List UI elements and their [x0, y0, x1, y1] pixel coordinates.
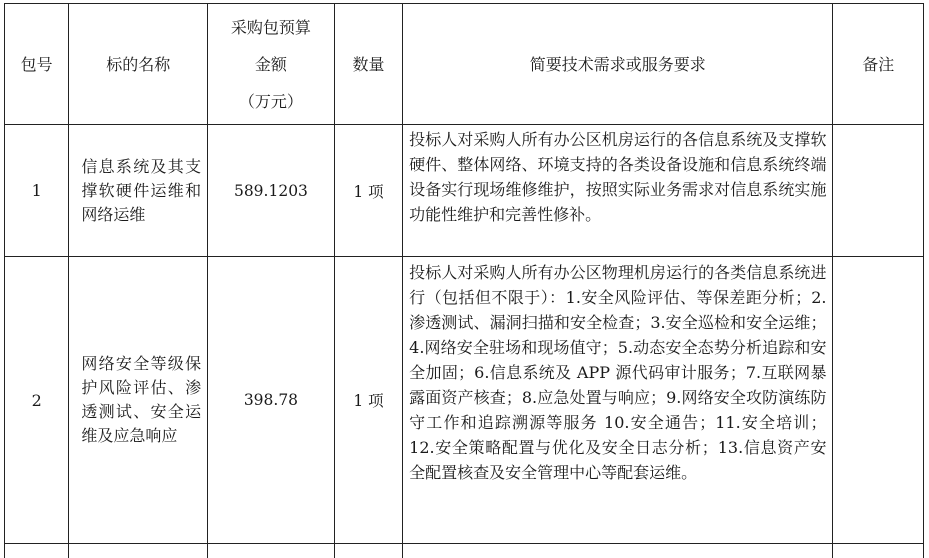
- package-no-cell: 1: [5, 125, 69, 257]
- header-requirements: 简要技术需求或服务要求: [403, 4, 833, 125]
- budget-cell: 589.1203: [208, 125, 335, 257]
- quantity-cell: 1 项: [334, 125, 402, 257]
- table-row: [5, 125, 924, 257]
- quantity-cell: 1 项: [334, 257, 402, 544]
- remarks-cell: [833, 125, 924, 257]
- item-name-cell: 信息系统及其支撑软硬件运维和网络运维: [69, 125, 208, 257]
- header-quantity: 数量: [334, 4, 402, 125]
- remarks-cell: [833, 257, 924, 544]
- procurement-table: [4, 3, 924, 558]
- truncated-row: [5, 544, 924, 558]
- header-budget-line1: 采购包预算: [208, 9, 334, 46]
- header-package-no: 包号: [5, 4, 69, 125]
- package-no-cell: 2: [5, 257, 69, 544]
- budget-cell: 398.78: [208, 257, 335, 544]
- table-row: [5, 257, 924, 544]
- item-name-cell: 网络安全等级保护风险评估、渗透测试、安全运维及应急响应: [69, 257, 208, 544]
- requirements-cell: 投标人对采购人所有办公区物理机房运行的各类信息系统进行（包括但不限于）：1.安全风险评估、等保差距分析；2.渗透测试、漏洞扫描和安全检查；3.安全巡检和安全运维；4.网络安全驻场和现场值守；5.动态安全态势分析追踪和安全加固；6.信息系统及 APP 源代码审计服务；7.互联网暴露面资产核查；8.应急处置与响应；9.网络安全攻防演练防守工作和追踪溯源等服务 10.安全通告；11.安全培训；12.安全策略配置与优化及安全日志分析；13.信息资产安全配置核查及安全管理中心等配套运维。: [403, 257, 833, 544]
- header-remarks: 备注: [833, 4, 924, 125]
- header-budget-line2: 金额: [208, 46, 334, 83]
- header-budget-line3: （万元）: [208, 83, 334, 120]
- header-budget: [208, 4, 335, 125]
- requirements-cell: 投标人对采购人所有办公区机房运行的各信息系统及支撑软硬件、整体网络、环境支持的各类设备设施和信息系统终端设备实行现场维修维护，按照实际业务需求对信息系统实施功能性维护和完善性修补。: [403, 125, 833, 257]
- header-row: [5, 4, 924, 125]
- header-item-name: 标的名称: [69, 4, 208, 125]
